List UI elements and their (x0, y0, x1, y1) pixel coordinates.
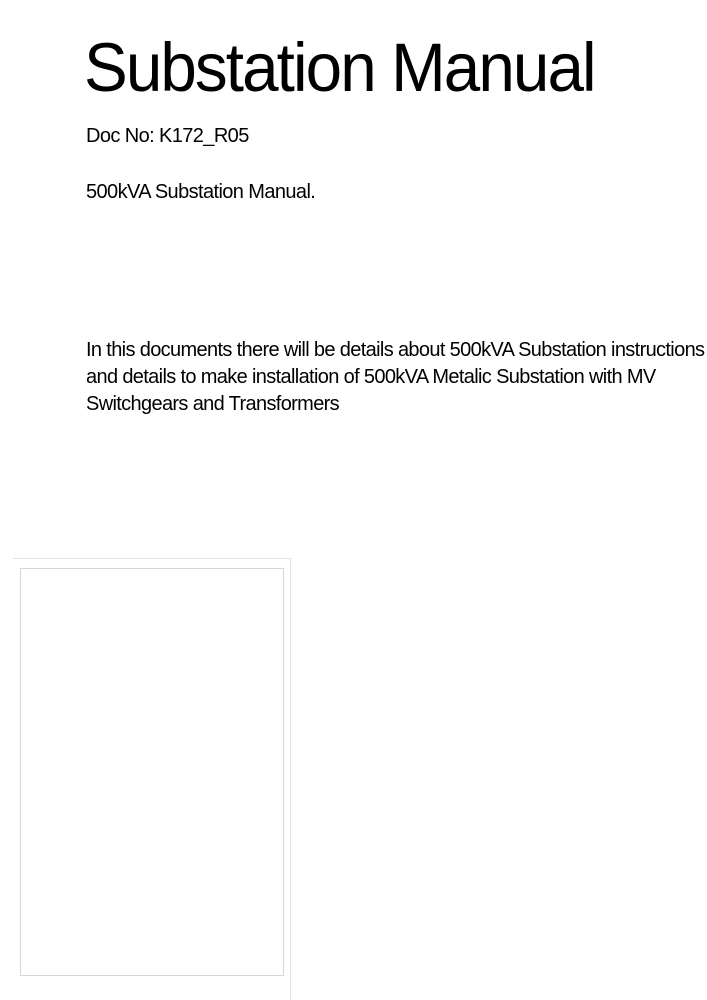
description-line: In this documents there will be details about 500kVA Substation instructions (86, 339, 705, 361)
description-line: and details to make installation of 500kVA Metalic Substation with MV (86, 366, 656, 388)
document-number: Doc No: K172_R05 (86, 125, 249, 147)
description-line: Switchgears and Transformers (86, 393, 340, 415)
cover-image-placeholder (20, 568, 284, 976)
document-description (86, 337, 705, 418)
document-subtitle: 500kVA Substation Manual. (86, 181, 316, 203)
cover-image-frame (13, 558, 291, 1000)
document-title: Substation Manual (84, 29, 595, 106)
